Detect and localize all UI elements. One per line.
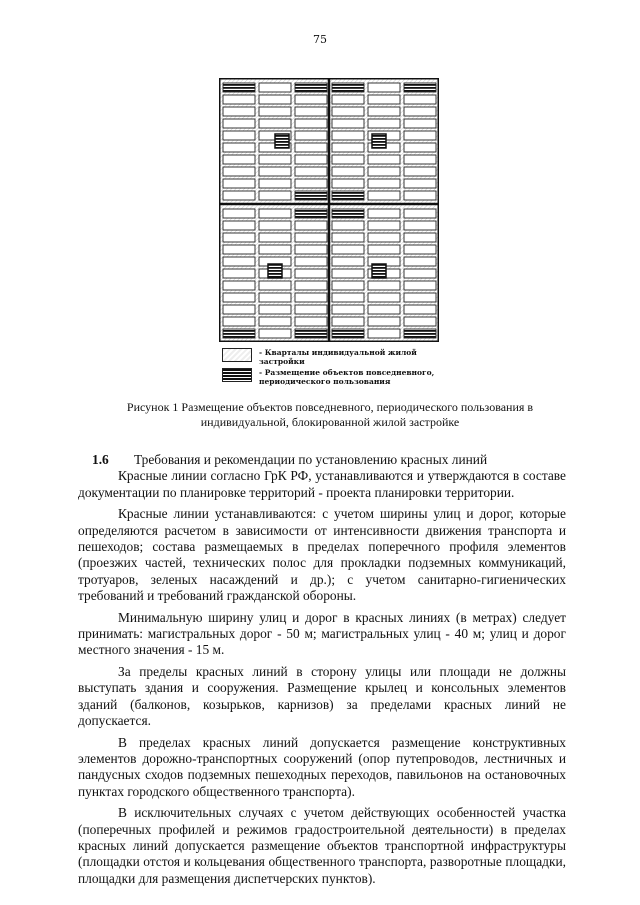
service-block: [223, 329, 255, 338]
residential-block: [332, 131, 364, 140]
section-number: 1.6: [92, 452, 109, 467]
residential-block: [259, 305, 291, 314]
residential-block: [295, 119, 327, 128]
residential-block: [404, 221, 436, 230]
residential-block: [332, 269, 364, 278]
residential-block: [368, 293, 400, 302]
service-block: [295, 209, 327, 218]
service-block: [404, 83, 436, 92]
residential-block: [368, 107, 400, 116]
residential-block: [368, 329, 400, 338]
residential-block: [404, 131, 436, 140]
residential-block: [295, 221, 327, 230]
residential-block: [259, 179, 291, 188]
residential-block: [223, 221, 255, 230]
residential-block: [404, 143, 436, 152]
residential-block: [368, 281, 400, 290]
residential-block: [404, 209, 436, 218]
service-block: [295, 329, 327, 338]
residential-block: [332, 167, 364, 176]
section-title: Требования и рекомендации по установлению красных линий: [134, 452, 488, 467]
residential-block: [295, 131, 327, 140]
residential-block: [259, 83, 291, 92]
service-block: [295, 191, 327, 200]
residential-block: [223, 155, 255, 164]
residential-block: [295, 257, 327, 266]
residential-block: [404, 191, 436, 200]
residential-block: [404, 281, 436, 290]
legend-swatch-striped: [222, 368, 252, 382]
block-layout-diagram: [219, 78, 439, 342]
residential-block: [259, 209, 291, 218]
residential-block: [223, 107, 255, 116]
residential-block: [404, 245, 436, 254]
residential-block: [368, 167, 400, 176]
residential-block: [332, 233, 364, 242]
service-block: [332, 83, 364, 92]
service-object-square: [372, 134, 386, 148]
residential-block: [295, 107, 327, 116]
residential-block: [332, 119, 364, 128]
residential-block: [332, 155, 364, 164]
residential-block: [259, 329, 291, 338]
residential-block: [404, 305, 436, 314]
residential-block: [368, 233, 400, 242]
residential-block: [223, 317, 255, 326]
residential-block: [332, 245, 364, 254]
residential-block: [295, 233, 327, 242]
figure-caption: Рисунок 1 Размещение объектов повседневного, периодического пользования в индивидуальной, блокированной жилой застройке: [126, 400, 534, 429]
residential-block: [404, 119, 436, 128]
residential-block: [295, 269, 327, 278]
residential-block: [295, 167, 327, 176]
paragraph: Красные линии согласно ГрК РФ, устанавливаются и утверждаются в составе документации по планировке территорий - проекта планировки территории.: [78, 468, 566, 500]
residential-block: [404, 107, 436, 116]
residential-block: [295, 317, 327, 326]
service-block: [223, 83, 255, 92]
legend-swatch-plain: [222, 348, 252, 362]
residential-block: [259, 221, 291, 230]
residential-block: [368, 245, 400, 254]
residential-block: [368, 191, 400, 200]
residential-block: [295, 143, 327, 152]
residential-block: [259, 233, 291, 242]
residential-block: [332, 317, 364, 326]
residential-block: [332, 143, 364, 152]
paragraph: За пределы красных линий в сторону улицы или площади не должны выступать здания и сооружения. Размещение крылец и консольных элементов зданий (балконов, козырьков, карнизов) за пределами красных линий не допускается.: [78, 663, 566, 729]
residential-block: [259, 155, 291, 164]
residential-block: [332, 257, 364, 266]
residential-block: [295, 155, 327, 164]
service-object-square: [372, 264, 386, 278]
service-block: [332, 209, 364, 218]
service-object-square: [268, 264, 282, 278]
residential-block: [332, 281, 364, 290]
paragraph: В пределах красных линий допускается размещение конструктивных элементов дорожно-транспортных сооружений (опор путепроводов, лестничных и пандусных сходов подземных пешеходных переходов, павильонов на остановочных пунктах городского общественного транспорта).: [78, 734, 566, 799]
residential-block: [259, 107, 291, 116]
residential-block: [223, 179, 255, 188]
residential-block: [295, 293, 327, 302]
residential-block: [259, 167, 291, 176]
residential-block: [404, 233, 436, 242]
residential-block: [259, 95, 291, 104]
residential-block: [404, 269, 436, 278]
residential-block: [368, 305, 400, 314]
residential-block: [295, 179, 327, 188]
legend-item-residential-blocks: [222, 348, 462, 368]
paragraph: В исключительных случаях с учетом действующих особенностей участка (поперечных профилей и режимов градостроительной деятельности) в пределах красных линий допускается размещение объектов транспортной инфраструктуры (площадки отстоя и кольцевания общественного транспорта, разворотные площадки, площадки для размещения диспетчерских пунктов).: [78, 805, 566, 886]
residential-block: [332, 179, 364, 188]
residential-block: [332, 95, 364, 104]
residential-block: [223, 245, 255, 254]
residential-block: [259, 293, 291, 302]
residential-block: [223, 281, 255, 290]
residential-block: [295, 305, 327, 314]
legend-label: - Размещение объектов повседневного, периодического пользования: [259, 368, 435, 386]
figure-legend: [222, 348, 462, 388]
residential-block: [368, 317, 400, 326]
service-object-square: [275, 134, 289, 148]
residential-block: [295, 95, 327, 104]
service-block: [332, 191, 364, 200]
residential-block: [223, 257, 255, 266]
residential-block: [295, 281, 327, 290]
residential-block: [332, 293, 364, 302]
section-heading: [78, 452, 566, 468]
residential-block: [404, 167, 436, 176]
residential-block: [368, 95, 400, 104]
service-block: [332, 329, 364, 338]
residential-block: [223, 209, 255, 218]
residential-block: [223, 191, 255, 200]
residential-block: [259, 281, 291, 290]
residential-block: [332, 221, 364, 230]
document-body: [78, 452, 566, 892]
service-block: [295, 83, 327, 92]
residential-block: [223, 95, 255, 104]
legend-item-service-objects: [222, 368, 462, 388]
residential-block: [368, 119, 400, 128]
residential-block: [223, 131, 255, 140]
paragraph: Красные линии устанавливаются: с учетом ширины улиц и дорог, которые определяются расчетом в зависимости от интенсивности движения транспорта и пешеходов; состава размещаемых в пределах поперечного профиля элементов (проезжих частей, технических полос для прокладки подземных коммуникаций, тротуаров, зеленых насаждений и др.); с учетом санитарно-гигиенических требований и требований гражданской обороны.: [78, 506, 566, 604]
residential-block: [223, 293, 255, 302]
residential-block: [223, 143, 255, 152]
residential-block: [368, 83, 400, 92]
legend-label: - Кварталы индивидуальной жилой застройки: [259, 348, 417, 366]
paragraph: Минимальную ширину улиц и дорог в красных линиях (в метрах) следует принимать: магистральных дорог - 50 м; магистральных улиц - 40 м; улиц и дорог местного значения - 15 м.: [78, 609, 566, 658]
residential-block: [223, 119, 255, 128]
residential-block: [404, 95, 436, 104]
residential-block: [404, 317, 436, 326]
residential-block: [259, 245, 291, 254]
residential-block: [223, 167, 255, 176]
residential-block: [223, 269, 255, 278]
residential-block: [368, 155, 400, 164]
residential-block: [332, 107, 364, 116]
residential-block: [404, 257, 436, 266]
residential-block: [404, 179, 436, 188]
residential-block: [404, 155, 436, 164]
residential-block: [295, 245, 327, 254]
residential-block: [223, 305, 255, 314]
residential-block: [259, 119, 291, 128]
residential-block: [368, 179, 400, 188]
residential-block: [259, 191, 291, 200]
page-number: 75: [313, 33, 327, 46]
residential-block: [259, 317, 291, 326]
residential-block: [332, 305, 364, 314]
residential-block: [368, 221, 400, 230]
residential-block: [223, 233, 255, 242]
service-block: [404, 329, 436, 338]
residential-block: [368, 209, 400, 218]
residential-block: [404, 293, 436, 302]
